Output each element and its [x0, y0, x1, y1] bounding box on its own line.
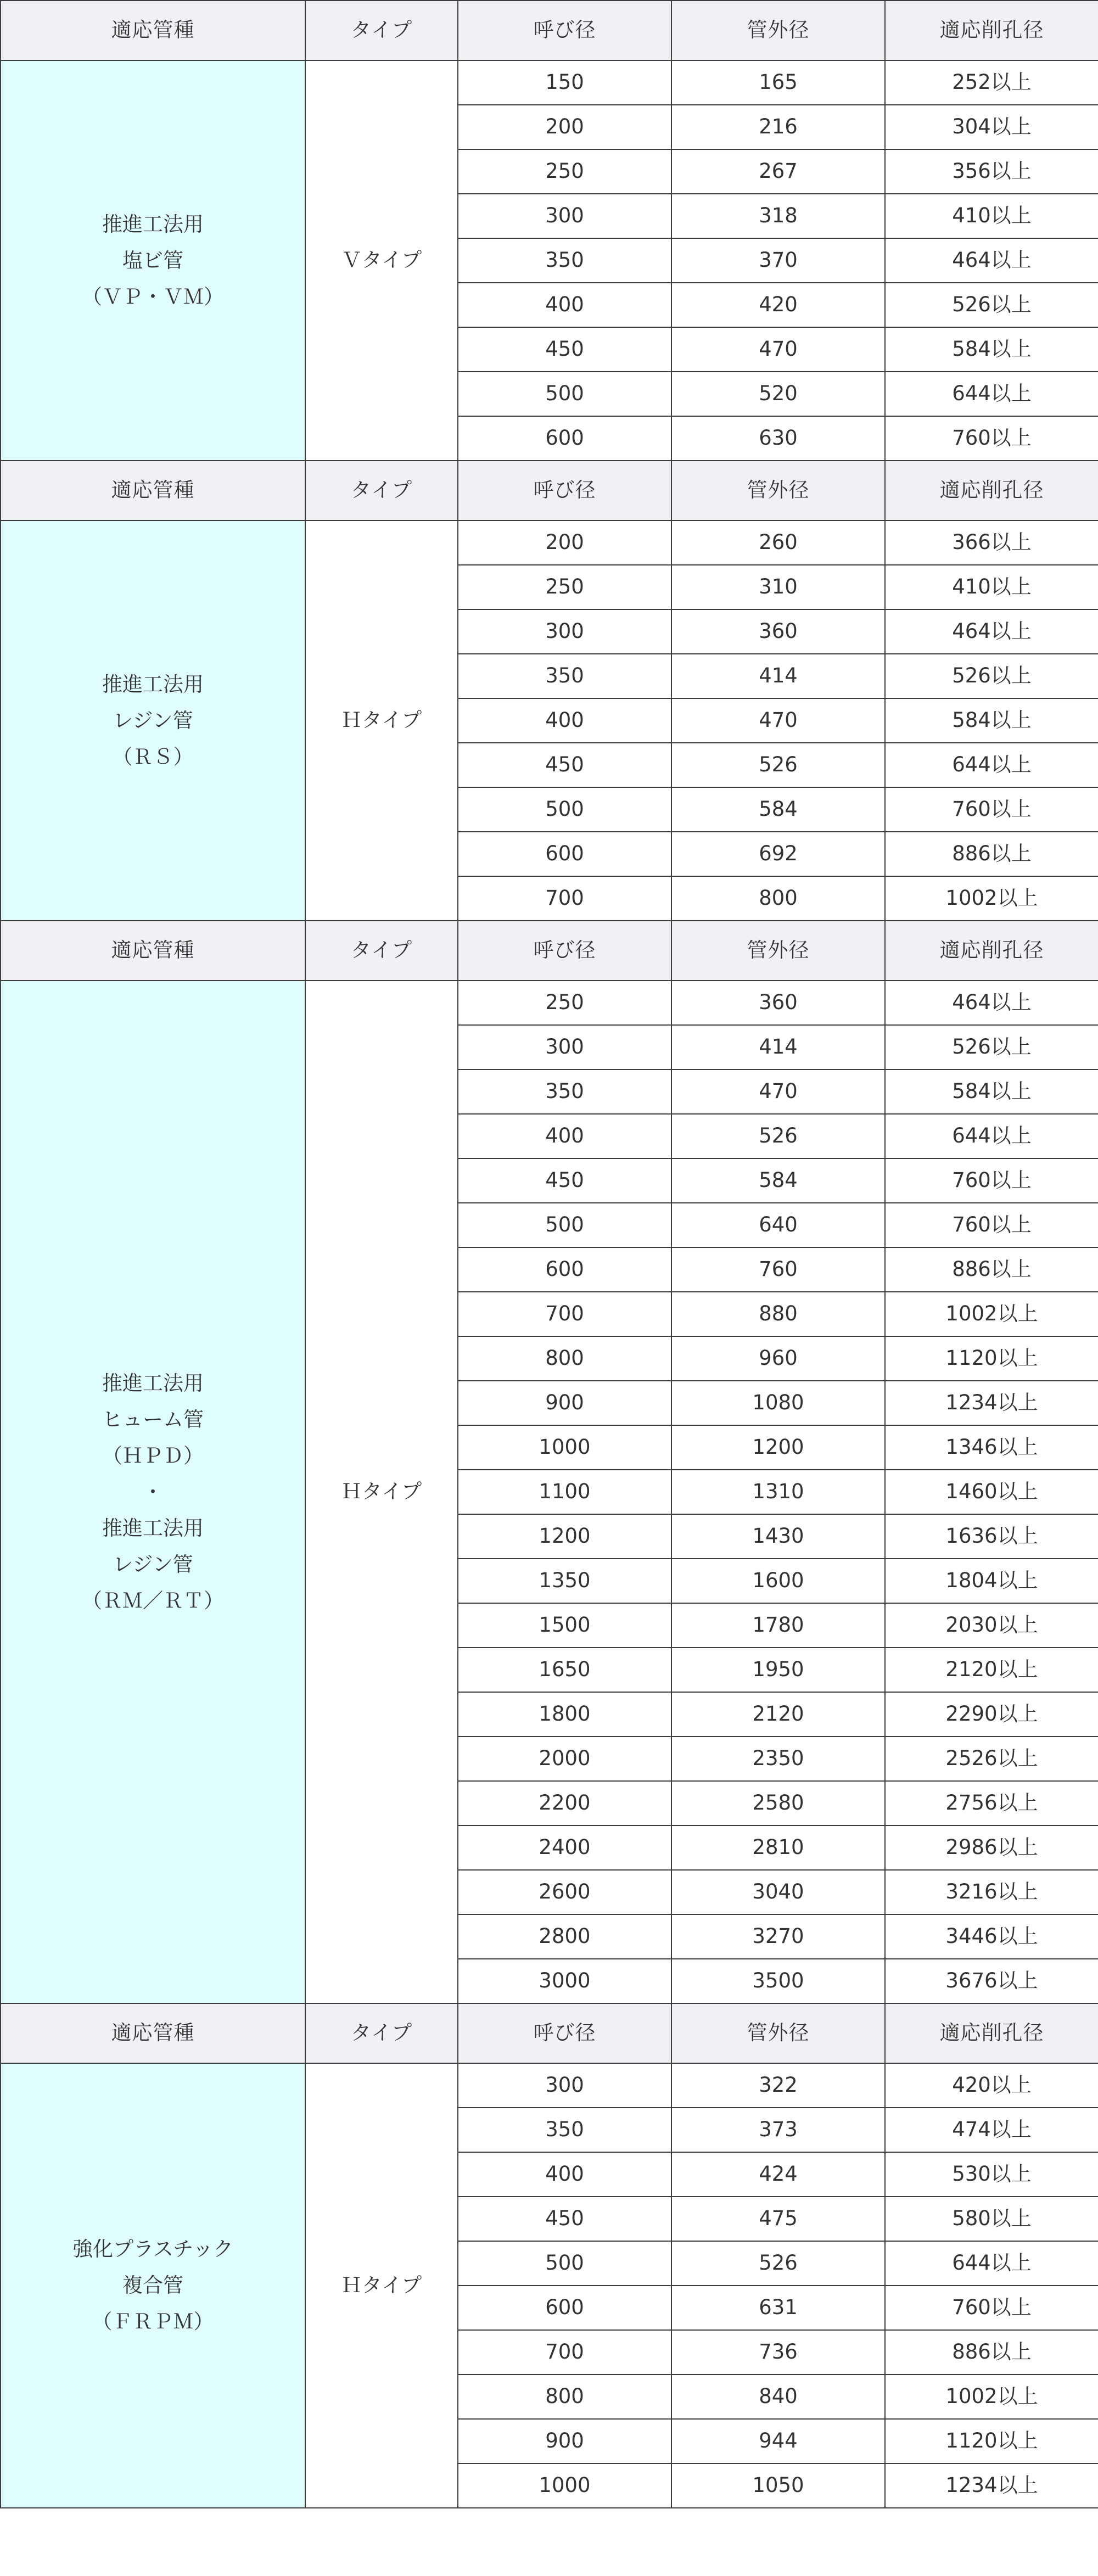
pipe-kind-cell [1, 2063, 305, 2508]
cell-nominal-diameter: 350 [458, 1069, 671, 1114]
cell-outer-diameter: 1430 [671, 1514, 885, 1559]
header-row [1, 1, 1098, 60]
table-row [1, 60, 1098, 105]
cell-nominal-diameter: 1000 [458, 2463, 671, 2508]
pipe-kind-line: 推進工法用 [102, 1371, 204, 1395]
header-kind: 適応管種 [1, 2003, 305, 2063]
cell-nominal-diameter: 150 [458, 60, 671, 105]
cell-outer-diameter: 360 [671, 609, 885, 654]
cell-nominal-diameter: 3000 [458, 1959, 671, 2003]
cell-bore-diameter: 366以上 [885, 520, 1098, 565]
header-bore-diameter: 適応削孔径 [885, 461, 1098, 520]
cell-bore-diameter: 1120以上 [885, 2419, 1098, 2463]
cell-outer-diameter: 840 [671, 2375, 885, 2419]
cell-bore-diameter: 464以上 [885, 238, 1098, 283]
pipe-kind-line: （ＲＭ／ＲＴ） [82, 1588, 224, 1612]
cell-bore-diameter: 1002以上 [885, 1292, 1098, 1336]
cell-bore-diameter: 410以上 [885, 194, 1098, 238]
pipe-type-cell: Ｈタイプ [305, 520, 458, 921]
cell-bore-diameter: 886以上 [885, 1247, 1098, 1292]
cell-nominal-diameter: 1100 [458, 1470, 671, 1514]
header-outer-diameter: 管外径 [671, 461, 885, 520]
cell-bore-diameter: 584以上 [885, 1069, 1098, 1114]
cell-bore-diameter: 584以上 [885, 327, 1098, 372]
cell-nominal-diameter: 350 [458, 238, 671, 283]
header-type: タイプ [305, 461, 458, 520]
pipe-kind-line: 塩ビ管 [122, 248, 183, 272]
pipe-kind-line: （ＨＰＤ） [102, 1443, 204, 1468]
cell-outer-diameter: 470 [671, 1069, 885, 1114]
cell-outer-diameter: 470 [671, 327, 885, 372]
pipe-kind-line: 推進工法用 [102, 672, 204, 696]
pipe-kind-line: ヒューム管 [102, 1407, 204, 1431]
cell-bore-diameter: 2290以上 [885, 1692, 1098, 1737]
cell-bore-diameter: 1002以上 [885, 2375, 1098, 2419]
header-bore-diameter: 適応削孔径 [885, 921, 1098, 981]
cell-nominal-diameter: 600 [458, 832, 671, 876]
cell-nominal-diameter: 300 [458, 609, 671, 654]
cell-outer-diameter: 584 [671, 787, 885, 832]
cell-bore-diameter: 1636以上 [885, 1514, 1098, 1559]
cell-outer-diameter: 414 [671, 654, 885, 698]
header-bore-diameter: 適応削孔径 [885, 1, 1098, 60]
cell-outer-diameter: 520 [671, 372, 885, 416]
cell-outer-diameter: 216 [671, 105, 885, 149]
cell-nominal-diameter: 800 [458, 1336, 671, 1381]
header-type: タイプ [305, 2003, 458, 2063]
cell-nominal-diameter: 2600 [458, 1870, 671, 1914]
cell-nominal-diameter: 450 [458, 327, 671, 372]
cell-nominal-diameter: 700 [458, 876, 671, 921]
cell-outer-diameter: 322 [671, 2063, 885, 2108]
cell-bore-diameter: 2120以上 [885, 1648, 1098, 1692]
pipe-kind-line: レジン管 [113, 1552, 193, 1576]
cell-nominal-diameter: 500 [458, 787, 671, 832]
cell-nominal-diameter: 400 [458, 283, 671, 327]
cell-bore-diameter: 526以上 [885, 283, 1098, 327]
cell-nominal-diameter: 450 [458, 2197, 671, 2241]
cell-outer-diameter: 692 [671, 832, 885, 876]
cell-outer-diameter: 2350 [671, 1737, 885, 1781]
header-outer-diameter: 管外径 [671, 2003, 885, 2063]
cell-nominal-diameter: 250 [458, 981, 671, 1025]
cell-nominal-diameter: 1350 [458, 1559, 671, 1603]
cell-bore-diameter: 1120以上 [885, 1336, 1098, 1381]
header-nominal-diameter: 呼び径 [458, 461, 671, 520]
cell-outer-diameter: 414 [671, 1025, 885, 1069]
cell-nominal-diameter: 450 [458, 743, 671, 787]
cell-nominal-diameter: 250 [458, 565, 671, 609]
cell-bore-diameter: 2756以上 [885, 1781, 1098, 1825]
pipe-kind-line: （ＲＳ） [112, 744, 194, 769]
cell-nominal-diameter: 700 [458, 2330, 671, 2375]
cell-outer-diameter: 318 [671, 194, 885, 238]
pipe-kind-line: 推進工法用 [102, 1516, 204, 1540]
header-bore-diameter: 適応削孔径 [885, 2003, 1098, 2063]
cell-bore-diameter: 760以上 [885, 1158, 1098, 1203]
cell-bore-diameter: 760以上 [885, 787, 1098, 832]
cell-bore-diameter: 760以上 [885, 1203, 1098, 1247]
cell-bore-diameter: 1804以上 [885, 1559, 1098, 1603]
cell-bore-diameter: 760以上 [885, 416, 1098, 461]
cell-nominal-diameter: 500 [458, 1203, 671, 1247]
cell-outer-diameter: 2580 [671, 1781, 885, 1825]
cell-nominal-diameter: 800 [458, 2375, 671, 2419]
header-outer-diameter: 管外径 [671, 1, 885, 60]
header-nominal-diameter: 呼び径 [458, 1, 671, 60]
cell-bore-diameter: 464以上 [885, 609, 1098, 654]
cell-bore-diameter: 644以上 [885, 372, 1098, 416]
cell-nominal-diameter: 1650 [458, 1648, 671, 1692]
cell-bore-diameter: 580以上 [885, 2197, 1098, 2241]
cell-nominal-diameter: 1200 [458, 1514, 671, 1559]
cell-nominal-diameter: 2400 [458, 1825, 671, 1870]
cell-bore-diameter: 1460以上 [885, 1470, 1098, 1514]
cell-nominal-diameter: 350 [458, 2108, 671, 2152]
cell-outer-diameter: 3500 [671, 1959, 885, 2003]
cell-bore-diameter: 1234以上 [885, 1381, 1098, 1425]
pipe-kind-cell [1, 520, 305, 921]
cell-bore-diameter: 3446以上 [885, 1914, 1098, 1959]
header-row [1, 2003, 1098, 2063]
cell-outer-diameter: 1200 [671, 1425, 885, 1470]
cell-nominal-diameter: 1000 [458, 1425, 671, 1470]
cell-nominal-diameter: 400 [458, 698, 671, 743]
cell-outer-diameter: 370 [671, 238, 885, 283]
cell-bore-diameter: 760以上 [885, 2286, 1098, 2330]
cell-bore-diameter: 584以上 [885, 698, 1098, 743]
cell-bore-diameter: 526以上 [885, 654, 1098, 698]
cell-outer-diameter: 260 [671, 520, 885, 565]
cell-nominal-diameter: 900 [458, 1381, 671, 1425]
cell-bore-diameter: 3676以上 [885, 1959, 1098, 2003]
cell-bore-diameter: 2986以上 [885, 1825, 1098, 1870]
pipe-type-cell: Ｈタイプ [305, 2063, 458, 2508]
cell-outer-diameter: 2810 [671, 1825, 885, 1870]
cell-outer-diameter: 165 [671, 60, 885, 105]
cell-nominal-diameter: 500 [458, 2241, 671, 2286]
pipe-kind-cell [1, 60, 305, 461]
cell-bore-diameter: 2030以上 [885, 1603, 1098, 1648]
header-nominal-diameter: 呼び径 [458, 2003, 671, 2063]
cell-nominal-diameter: 200 [458, 520, 671, 565]
pipe-kind-line: 推進工法用 [102, 212, 204, 236]
pipe-kind-line: （ＶＰ・ＶＭ） [82, 284, 224, 309]
cell-outer-diameter: 360 [671, 981, 885, 1025]
cell-outer-diameter: 800 [671, 876, 885, 921]
cell-bore-diameter: 356以上 [885, 149, 1098, 194]
cell-bore-diameter: 420以上 [885, 2063, 1098, 2108]
cell-outer-diameter: 736 [671, 2330, 885, 2375]
pipe-type-cell: Ｖタイプ [305, 60, 458, 461]
cell-nominal-diameter: 400 [458, 1114, 671, 1158]
cell-outer-diameter: 584 [671, 1158, 885, 1203]
header-kind: 適応管種 [1, 921, 305, 981]
cell-outer-diameter: 475 [671, 2197, 885, 2241]
cell-nominal-diameter: 2800 [458, 1914, 671, 1959]
cell-outer-diameter: 267 [671, 149, 885, 194]
cell-outer-diameter: 960 [671, 1336, 885, 1381]
cell-nominal-diameter: 700 [458, 1292, 671, 1336]
cell-bore-diameter: 530以上 [885, 2152, 1098, 2197]
cell-bore-diameter: 1002以上 [885, 876, 1098, 921]
cell-outer-diameter: 880 [671, 1292, 885, 1336]
pipe-kind-line: 複合管 [122, 2273, 183, 2297]
header-nominal-diameter: 呼び径 [458, 921, 671, 981]
cell-nominal-diameter: 250 [458, 149, 671, 194]
cell-nominal-diameter: 600 [458, 416, 671, 461]
table-row [1, 2063, 1098, 2108]
cell-outer-diameter: 760 [671, 1247, 885, 1292]
cell-bore-diameter: 464以上 [885, 981, 1098, 1025]
header-row [1, 461, 1098, 520]
cell-bore-diameter: 3216以上 [885, 1870, 1098, 1914]
header-type: タイプ [305, 921, 458, 981]
cell-bore-diameter: 1234以上 [885, 2463, 1098, 2508]
cell-nominal-diameter: 450 [458, 1158, 671, 1203]
cell-outer-diameter: 526 [671, 2241, 885, 2286]
cell-outer-diameter: 526 [671, 743, 885, 787]
cell-nominal-diameter: 300 [458, 194, 671, 238]
header-kind: 適応管種 [1, 1, 305, 60]
cell-nominal-diameter: 2000 [458, 1737, 671, 1781]
cell-nominal-diameter: 500 [458, 372, 671, 416]
cell-outer-diameter: 470 [671, 698, 885, 743]
header-type: タイプ [305, 1, 458, 60]
header-kind: 適応管種 [1, 461, 305, 520]
cell-nominal-diameter: 350 [458, 654, 671, 698]
cell-nominal-diameter: 300 [458, 1025, 671, 1069]
table-row [1, 981, 1098, 1025]
cell-nominal-diameter: 2200 [458, 1781, 671, 1825]
pipe-kind-line: 強化プラスチック [72, 2237, 234, 2261]
cell-outer-diameter: 640 [671, 1203, 885, 1247]
cell-outer-diameter: 310 [671, 565, 885, 609]
cell-outer-diameter: 424 [671, 2152, 885, 2197]
cell-outer-diameter: 944 [671, 2419, 885, 2463]
table-row [1, 520, 1098, 565]
cell-outer-diameter: 3040 [671, 1870, 885, 1914]
cell-nominal-diameter: 600 [458, 2286, 671, 2330]
cell-outer-diameter: 1050 [671, 2463, 885, 2508]
cell-outer-diameter: 2120 [671, 1692, 885, 1737]
cell-bore-diameter: 526以上 [885, 1025, 1098, 1069]
cell-outer-diameter: 420 [671, 283, 885, 327]
cell-nominal-diameter: 400 [458, 2152, 671, 2197]
cell-bore-diameter: 304以上 [885, 105, 1098, 149]
pipe-kind-line: レジン管 [113, 708, 193, 732]
cell-outer-diameter: 1950 [671, 1648, 885, 1692]
cell-nominal-diameter: 1800 [458, 1692, 671, 1737]
pipe-type-cell: Ｈタイプ [305, 981, 458, 2003]
cell-bore-diameter: 410以上 [885, 565, 1098, 609]
cell-bore-diameter: 644以上 [885, 743, 1098, 787]
header-row [1, 921, 1098, 981]
cell-bore-diameter: 886以上 [885, 2330, 1098, 2375]
cell-bore-diameter: 886以上 [885, 832, 1098, 876]
cell-nominal-diameter: 600 [458, 1247, 671, 1292]
pipe-kind-cell [1, 981, 305, 2003]
cell-outer-diameter: 631 [671, 2286, 885, 2330]
cell-bore-diameter: 1346以上 [885, 1425, 1098, 1470]
cell-outer-diameter: 1310 [671, 1470, 885, 1514]
cell-bore-diameter: 2526以上 [885, 1737, 1098, 1781]
cell-outer-diameter: 1600 [671, 1559, 885, 1603]
cell-outer-diameter: 1780 [671, 1603, 885, 1648]
cell-outer-diameter: 373 [671, 2108, 885, 2152]
pipe-kind-line: （ＦＲＰＭ） [92, 2310, 214, 2333]
cell-bore-diameter: 644以上 [885, 1114, 1098, 1158]
cell-nominal-diameter: 200 [458, 105, 671, 149]
cell-nominal-diameter: 900 [458, 2419, 671, 2463]
cell-outer-diameter: 526 [671, 1114, 885, 1158]
header-outer-diameter: 管外径 [671, 921, 885, 981]
table-body [1, 1, 1098, 2508]
cell-nominal-diameter: 300 [458, 2063, 671, 2108]
pipe-kind-line: ・ [143, 1480, 163, 1504]
cell-outer-diameter: 3270 [671, 1914, 885, 1959]
cell-outer-diameter: 630 [671, 416, 885, 461]
cell-bore-diameter: 252以上 [885, 60, 1098, 105]
cell-outer-diameter: 1080 [671, 1381, 885, 1425]
cell-bore-diameter: 644以上 [885, 2241, 1098, 2286]
cell-nominal-diameter: 1500 [458, 1603, 671, 1648]
cell-bore-diameter: 474以上 [885, 2108, 1098, 2152]
